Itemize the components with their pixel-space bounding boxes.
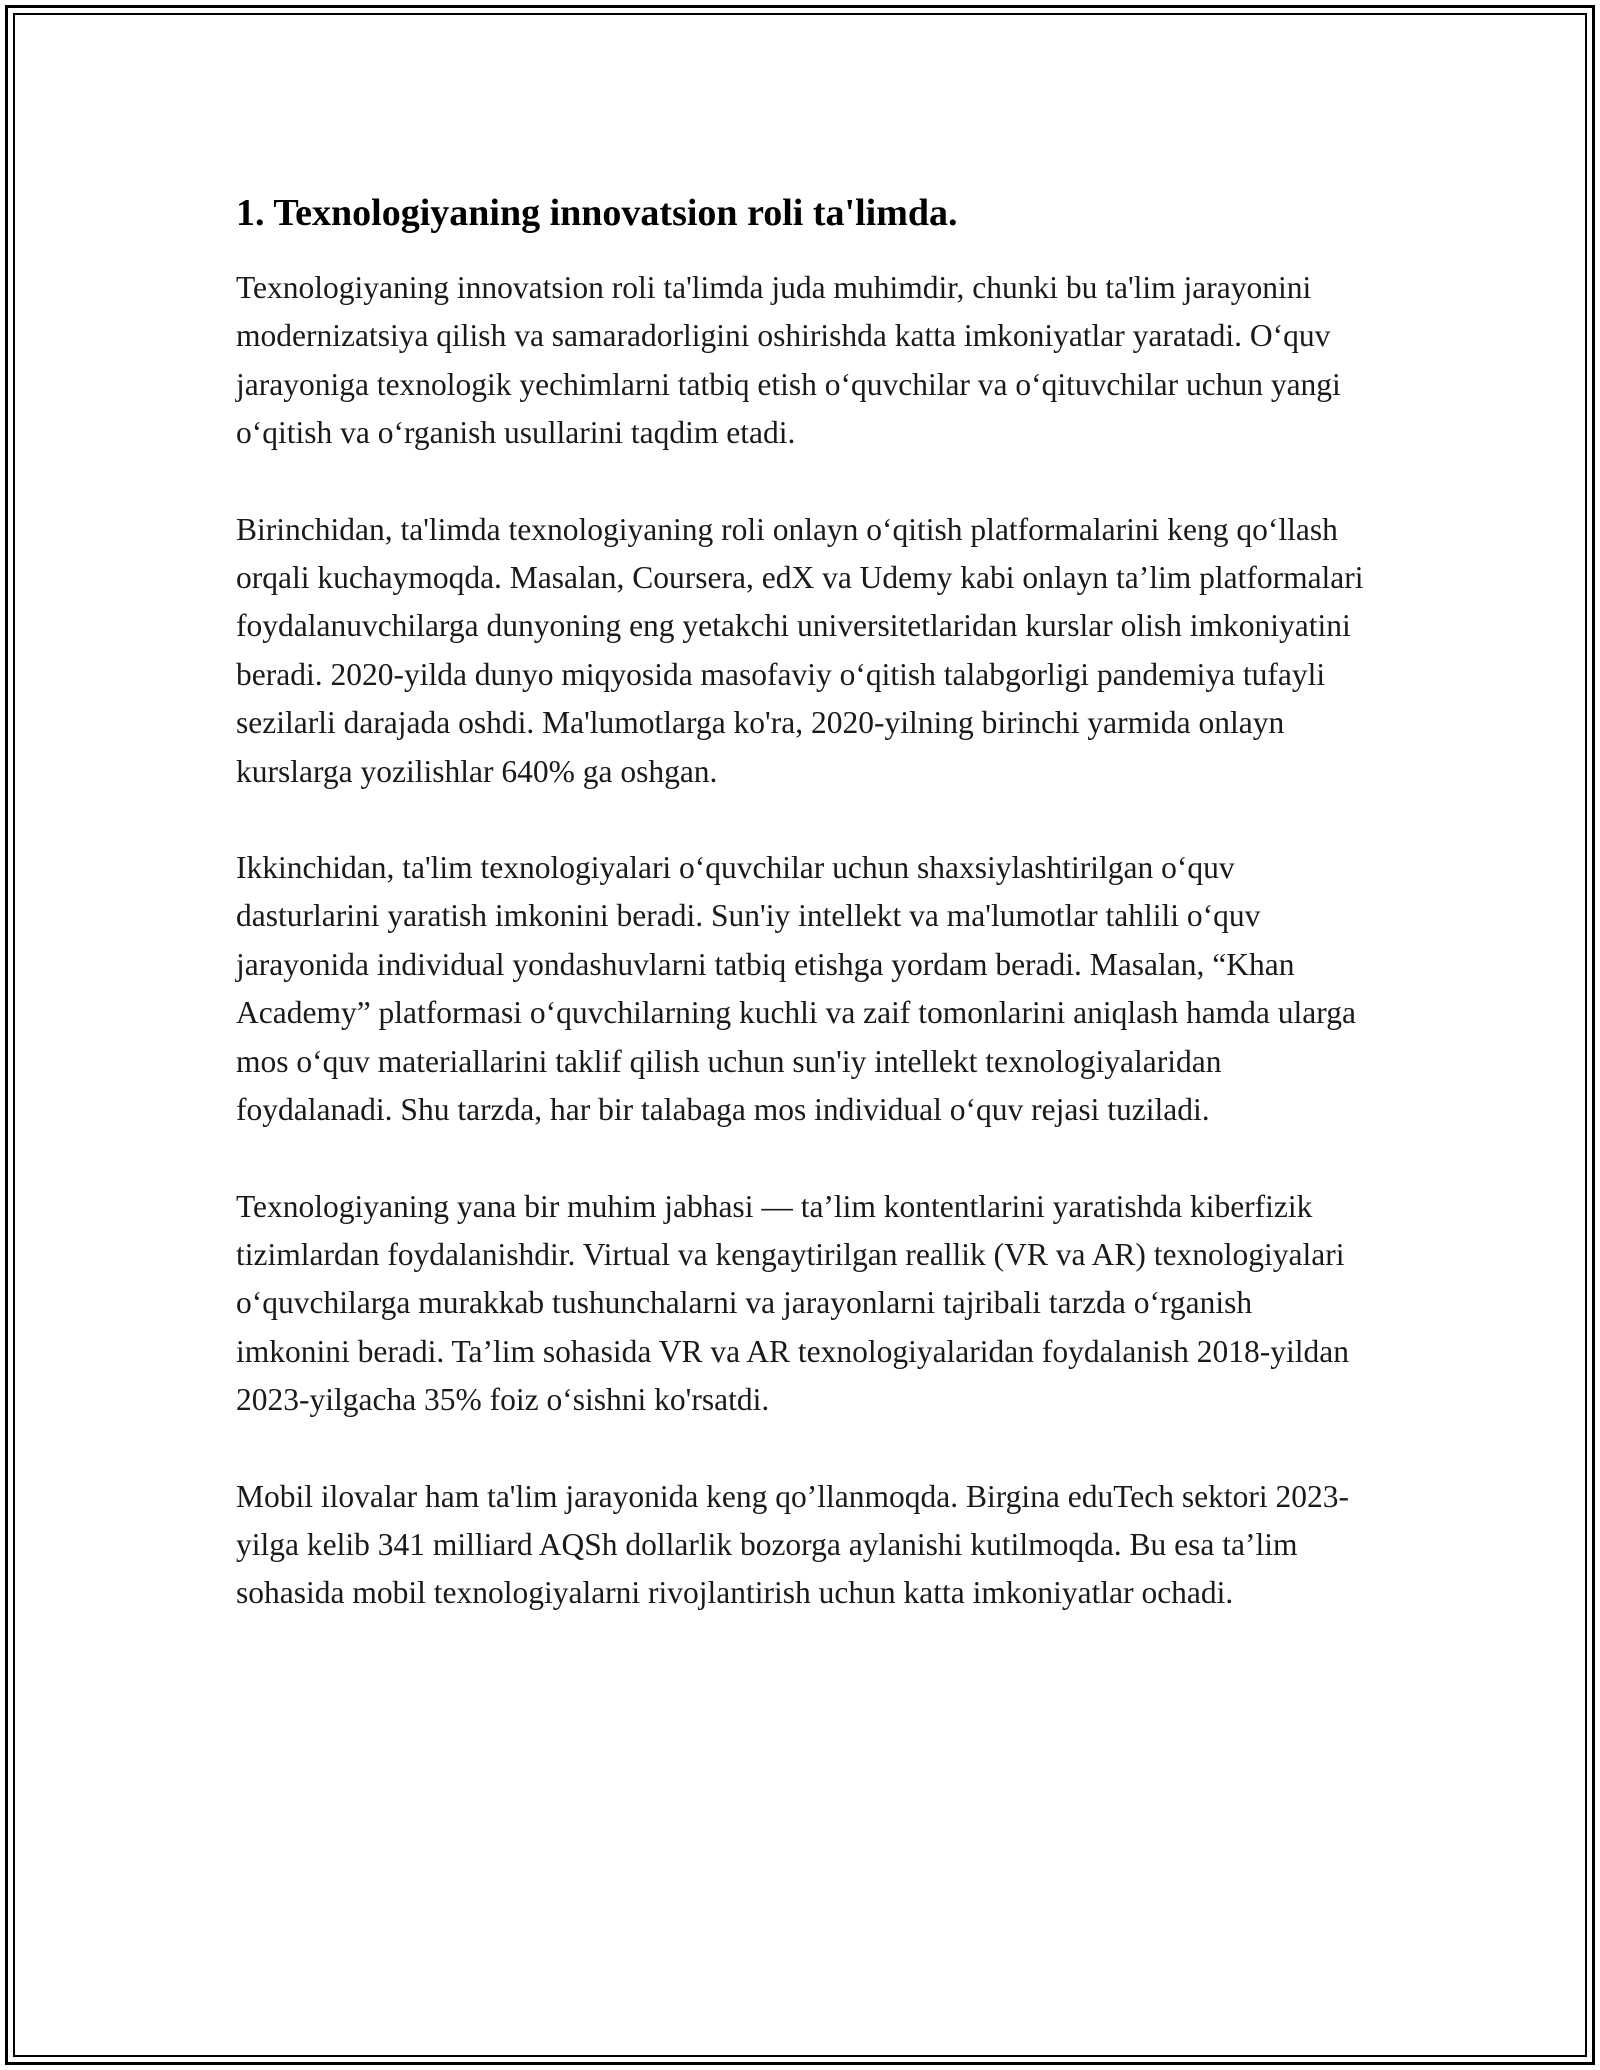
paragraph-mobile-apps: Mobil ilovalar ham ta'lim jarayonida keng qo’llanmoqda. Birgina eduTech sektori 2023-yilga kelib 341 milliard AQSh dollarlik bozorga aylanishi kutilmoqda. Bu esa ta’lim sohasida mobil texnologiyalarni rivojlantirish uchun katta imkoniyatlar ochadi. (236, 1478, 1349, 1611)
paragraph-online-platforms: Birinchidan, ta'limda texnologiyaning roli onlayn o‘qitish platformalarini keng qo‘llash orqali kuchaymoqda. Masalan, Coursera, edX va Udemy kabi onlayn ta’lim platformalari foydalanuvchilarga dunyoning eng yetakchi universitetlaridan kurslar olish imkoniyatini beradi. 2020-yilda dunyo miqyosida masofaviy o‘qitish talabgorligi pandemiya tufayli sezilarli darajada oshdi. Ma'lumotlarga ko'ra, 2020-yilning birinchi yarmida onlayn kurslarga yozilishlar 640% ga oshgan. (236, 511, 1364, 789)
paragraph-intro: Texnologiyaning innovatsion roli ta'limda juda muhimdir, chunki bu ta'lim jarayonini modernizatsiya qilish va samaradorligini oshirishda katta imkoniyatlar yaratadi. O‘quv jarayoniga texnologik yechimlarni tatbiq etish o‘quvchilar va o‘qituvchilar uchun yangi o‘qitish va o‘rganish usullarini taqdim etadi. (236, 270, 1341, 451)
section-heading: 1. Texnologiyaning innovatsion roli ta'limda. (236, 192, 958, 234)
document-body (236, 190, 1366, 1666)
paragraph-personalized-learning: Ikkinchidan, ta'lim texnologiyalari o‘quvchilar uchun shaxsiylashtirilgan o‘quv dasturlarini yaratish imkonini beradi. Sun'iy intellekt va ma'lumotlar tahlili o‘quv jarayonida individual yondashuvlarni tatbiq etishga yordam beradi. Masalan, “Khan Academy” platformasi o‘quvchilarning kuchli va zaif tomonlarini aniqlash hamda ularga mos o‘quv materiallarini taklif qilish uchun sun'iy intellekt texnologiyalaridan foydalanadi. Shu tarzda, har bir talabaga mos individual o‘quv rejasi tuziladi. (236, 850, 1356, 1128)
paragraph-vr-ar: Texnologiyaning yana bir muhim jabhasi — ta’lim kontentlarini yaratishda kiberfizik tizimlardan foydalanishdir. Virtual va kengaytirilgan reallik (VR va AR) texnologiyalari o‘quvchilarga murakkab tushunchalarni va jarayonlarni tajribali tarzda o‘rganish imkonini beradi. Ta’lim sohasida VR va AR texnologiyalaridan foydalanish 2018-yildan 2023-yilgacha 35% foiz o‘sishni ko'rsatdi. (236, 1188, 1349, 1418)
